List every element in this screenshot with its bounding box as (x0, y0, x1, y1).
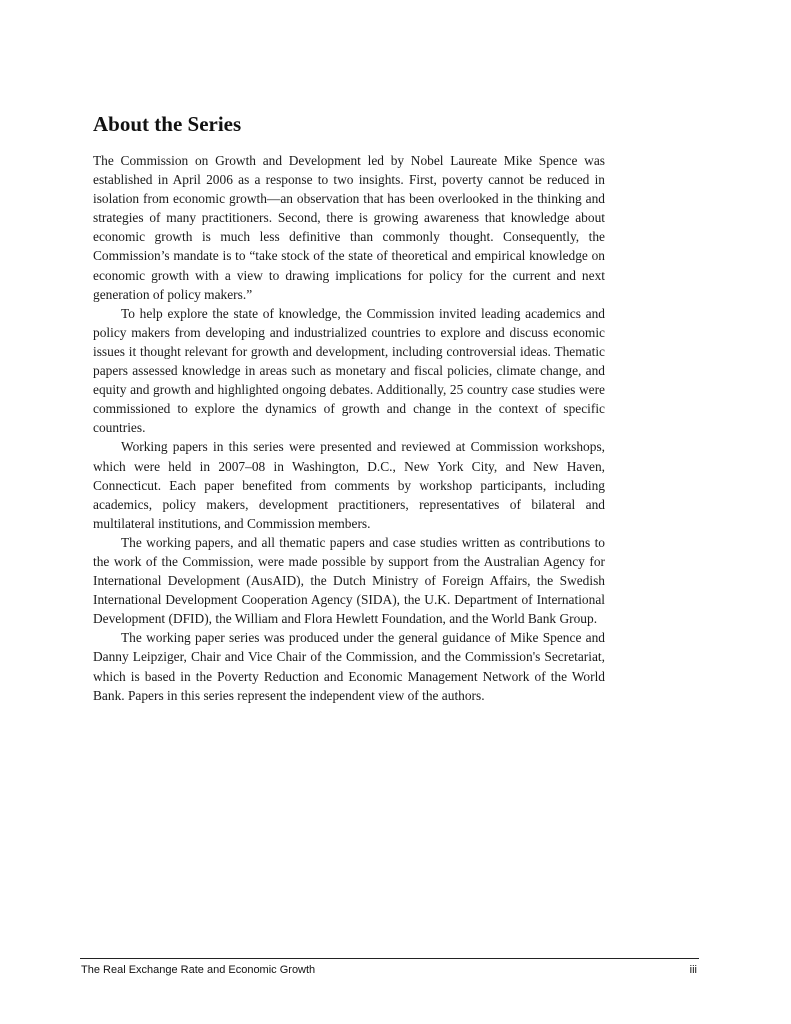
paragraph: The Commission on Growth and Development led by Nobel Laureate Mike Spence was established in April 2006 as a response to two insights. First, poverty cannot be reduced in isolation from economic growth—an observation that has been overlooked in the thinking and strategies of many practitioners. Second, there is growing awareness that knowledge about economic growth is much less definitive than commonly thought. Consequently, the Commission’s mandate is to “take stock of the state of theoretical and empirical knowledge on economic growth with a view to drawing implications for policy for the current and next generation of policy makers.” (93, 153, 605, 302)
paragraph: Working papers in this series were presented and reviewed at Commission workshops, which were held in 2007–08 in Washington, D.C., New York City, and New Haven, Connecticut. Each paper benefited from comments by workshop participants, including academics, policy makers, development practitioners, representatives of bilateral and multilateral institutions, and Commission members. (93, 439, 605, 531)
paragraph: The working paper series was produced under the general guidance of Mike Spence and Danny Leipziger, Chair and Vice Chair of the Commission, and the Commission's Secretariat, which is based in the Poverty Reduction and Economic Management Network of the World Bank. Papers in this series represent the independent view of the authors. (93, 630, 605, 703)
footer-title: The Real Exchange Rate and Economic Growth (81, 964, 316, 976)
page-number: iii (689, 964, 697, 976)
section-heading: About the Series (93, 112, 242, 136)
paragraph: To help explore the state of knowledge, the Commission invited leading academics and policy makers from developing and industrialized countries to explore and discuss economic issues it thought relevant for growth and development, including controversial ideas. Thematic papers assessed knowledge in areas such as monetary and fiscal policies, climate change, and equity and growth and highlighted ongoing debates. Additionally, 25 country case studies were commissioned to explore the dynamics of growth and change in the context of specific countries. (93, 305, 605, 436)
paragraph: The working papers, and all thematic papers and case studies written as contributions to the work of the Commission, were made possible by support from the Australian Agency for International Development (AusAID), the Dutch Ministry of Foreign Affairs, the Swedish International Development Cooperation Agency (SIDA), the U.K. Department of International Development (DFID), the William and Flora Hewlett Foundation, and the World Bank Group. (93, 534, 605, 627)
body-text (93, 151, 605, 705)
footer-divider (80, 958, 699, 959)
